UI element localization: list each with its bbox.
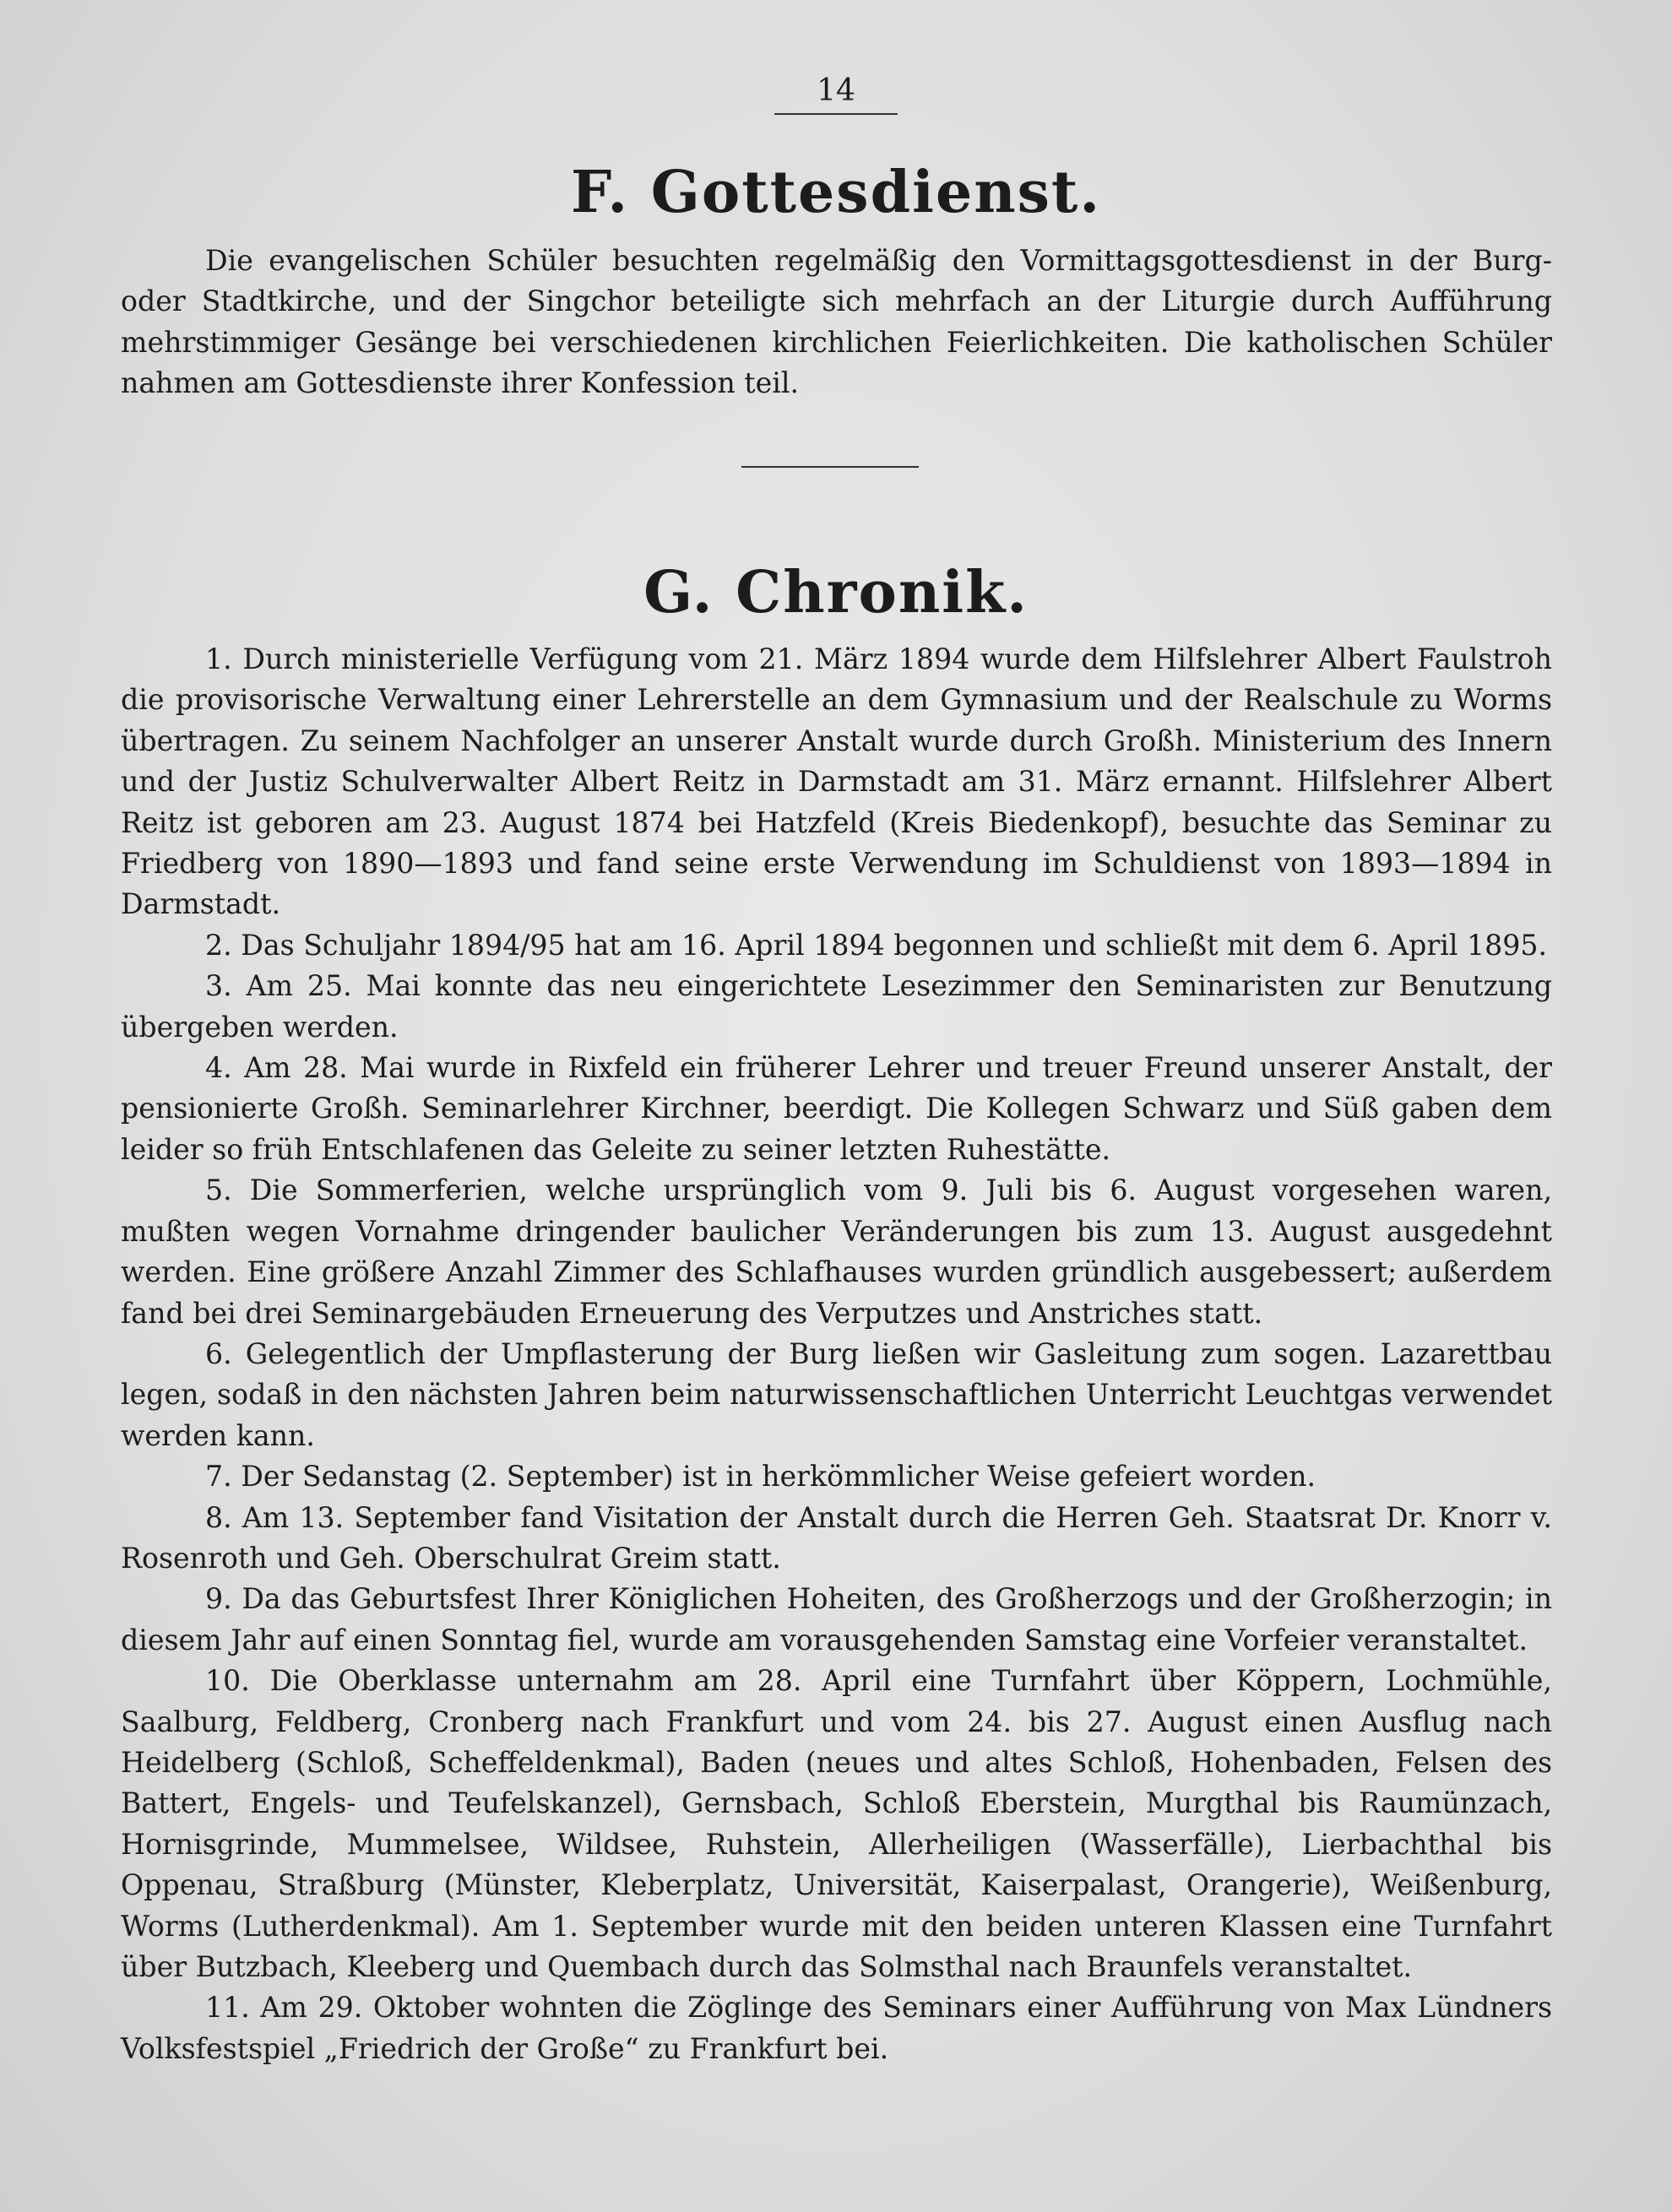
chronik-item-6: 6. Gelegentlich der Umpflasterung der Burg ließen wir Gasleitung zum sogen. Lazarettbau legen, sodaß in den nächsten Jahren beim naturwissenschaftlichen Unterricht Leuchtgas verwendet werden kann. (121, 1336, 1552, 1452)
chronik-item-2: 2. Das Schuljahr 1894/95 hat am 16. April 1894 begonnen und schließt mit dem 6. April 1895. (205, 928, 1548, 962)
chronik-item-8: 8. Am 13. September fand Visitation der Anstalt durch die Herren Geh. Staatsrat Dr. Knorr v. Rosenroth und Geh. Oberschulrat Greim statt. (121, 1500, 1552, 1575)
section-divider (741, 466, 919, 468)
section-heading-gottesdienst: F. Gottesdienst. (570, 159, 1102, 226)
chronik-item-11: 11. Am 29. Oktober wohnten die Zöglinge des Seminars einer Aufführung von Max Lündners Volksfestspiel „Friedrich der Große“ zu Frankfurt bei. (121, 1991, 1552, 2065)
chronik-item-1: 1. Durch ministerielle Verfügung vom 21. März 1894 wurde dem Hilfslehrer Albert Faulstroh die provisorische Verwaltung einer Lehrerstelle an dem Gymnasium und der Realschule zu Worms übertragen. Zu seinem Nachfolger an unserer Anstalt wurde durch Großh. Ministerium des Innern und der Justiz Schulverwalter Albert Reitz in Darmstadt am 31. März ernannt. Hilfslehrer Albert Reitz ist geboren am 23. August 1874 bei Hatzfeld (Kreis Biedenkopf), besuchte das Seminar zu Friedberg von 1890—1893 und fand seine erste Verwendung im Schuldienst von 1893—1894 in Darmstadt. (121, 642, 1552, 921)
chronik-item-3: 3. Am 25. Mai konnte das neu eingerichtete Lesezimmer den Seminaristen zur Benutzung übergeben werden. (121, 969, 1552, 1044)
chronik-item-5: 5. Die Sommerferien, welche ursprünglich vom 9. Juli bis 6. August vorgesehen waren, mußten wegen Vornahme dringender baulicher Veränderungen bis zum 13. August ausgedehnt werden. Eine größere Anzahl Zimmer des Schlafhauses wurden gründlich ausgebessert; außerdem fand bei drei Seminargebäuden Erneuerung des Verputzes und Anstriches statt. (121, 1174, 1552, 1330)
chronik-item-9: 9. Da das Geburtsfest Ihrer Königlichen Hoheiten, des Großherzogs und der Großherzogin; in diesem Jahr auf einen Sonntag fiel, wurde am vorausgehenden Samstag eine Vorfeier veranstaltet. (121, 1582, 1552, 1656)
chronik-item-10: 10. Die Oberklasse unternahm am 28. April eine Turnfahrt über Köppern, Lochmühle, Saalburg, Feldberg, Cronberg nach Frankfurt und vom 24. bis 27. August einen Ausflug nach Heidelberg (Schloß, Scheffeldenkmal), Baden (neues und altes Schloß, Hohenbaden, Felsen des Battert, Engels- und Teufelskanzel), Gernsbach, Schloß Eberstein, Murgthal bis Raumünzach, Hornisgrinde, Mummelsee, Wildsee, Ruhstein, Allerheiligen (Wasserfälle), Lierbachthal bis Oppenau, Straßburg (Münster, Kleberplatz, Universität, Kaiserpalast, Orangerie), Weißenburg, Worms (Lutherdenkmal). Am 1. September wurde mit den beiden unteren Klassen eine Turnfahrt über Butzbach, Kleeberg und Quembach durch das Solmsthal nach Braunfels veranstaltet. (121, 1664, 1552, 1983)
section-heading-chronik: G. Chronik. (643, 559, 1029, 626)
chronik-item-7: 7. Der Sedanstag (2. September) ist in herkömmlicher Weise gefeiert worden. (205, 1460, 1316, 1494)
chronik-item-4: 4. Am 28. Mai wurde in Rixfeld ein früherer Lehrer und treuer Freund unserer Anstalt, der pensionierte Großh. Seminarlehrer Kirchner, beerdigt. Die Kollegen Schwarz und Süß gaben dem leider so früh Entschlafenen das Geleite zu seiner letzten Ruhestätte. (121, 1051, 1552, 1166)
page-number: 14 (774, 74, 898, 115)
section-text-gottesdienst: Die evangelischen Schüler besuchten regelmäßig den Vormittagsgottesdienst in der Burg- oder Stadtkirche, und der Singchor beteiligte sich mehrfach an der Liturgie durch Aufführung mehrstimmiger Gesänge bei verschiedenen kirchlichen Feierlichkeiten. Die katholischen Schüler nahmen am Gottesdienste ihrer Konfession teil. (121, 244, 1552, 400)
page-number-wrap (0, 74, 1672, 115)
chronik-list (121, 639, 1552, 2069)
